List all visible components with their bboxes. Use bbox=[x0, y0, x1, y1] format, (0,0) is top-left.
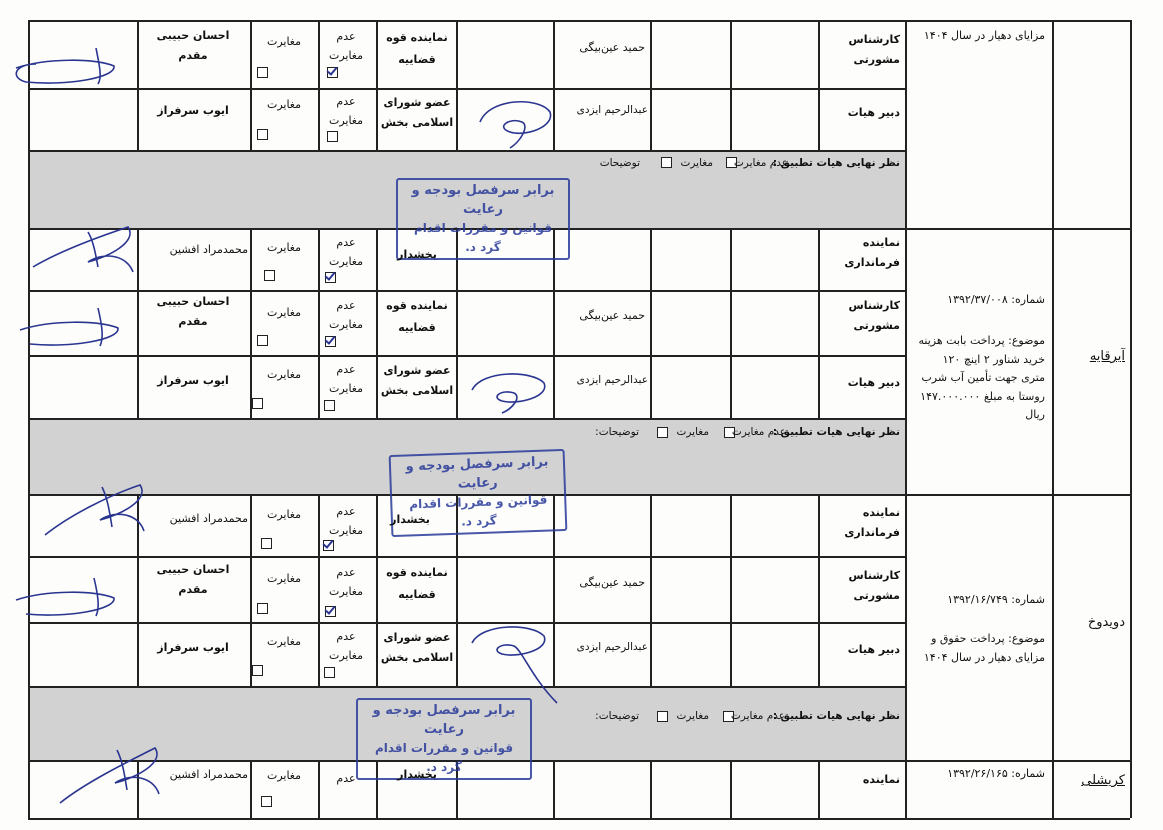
grid-line bbox=[28, 88, 905, 90]
grid-line bbox=[28, 20, 905, 22]
final-conflict-checkbox[interactable] bbox=[657, 711, 668, 722]
role-council-label: عضو شورای اسلامی بخش bbox=[380, 364, 454, 397]
option-no-conflict-label: عدم مغایرت bbox=[328, 30, 364, 62]
final-no-conflict-label: عدم مغایرت bbox=[731, 426, 786, 438]
grid-line bbox=[28, 355, 905, 357]
grid-line bbox=[905, 494, 1130, 496]
conflict-checkbox[interactable] bbox=[264, 270, 275, 281]
option-no-conflict-label: عدم مغایرت bbox=[328, 630, 364, 662]
grid-line bbox=[730, 228, 732, 418]
role-governorate-label: نماینده فرمانداری bbox=[844, 236, 900, 269]
signature-6 bbox=[40, 465, 150, 545]
conflict-checkbox[interactable] bbox=[252, 398, 263, 409]
no-conflict-checkbox[interactable] bbox=[325, 272, 336, 283]
role-judiciary-label: نماینده قوه قضاییه bbox=[386, 31, 448, 66]
grid-line bbox=[28, 556, 905, 558]
page-footer-edge bbox=[0, 818, 1163, 830]
grid-line bbox=[28, 418, 905, 420]
conflict-checkbox[interactable] bbox=[257, 335, 268, 346]
option-conflict-label: مغایرت bbox=[266, 368, 302, 381]
option-no-conflict-label: عدم مغایرت bbox=[328, 505, 364, 537]
member-name: احسان حبیبی مقدم bbox=[156, 295, 230, 328]
approval-stamp: برابر سرفصل بودجه و رعایت قوانین و مقررات اقدام گرد د. bbox=[356, 698, 532, 780]
final-conflict-label: مغایرت bbox=[680, 157, 713, 169]
no-conflict-checkbox[interactable] bbox=[325, 606, 336, 617]
signature-8 bbox=[462, 618, 572, 708]
final-decision-label: نظر نهایی هیات تطبیق : bbox=[772, 157, 900, 169]
approval-stamp: برابر سرفصل بودجه و رعایت قوانین و مقررات اقدام گرد د. bbox=[396, 178, 570, 260]
grid-line bbox=[1052, 20, 1054, 818]
role-council-label: عضو شورای اسلامی بخش bbox=[380, 96, 454, 129]
member-name: محمدمراد افشین bbox=[169, 512, 248, 525]
option-no-conflict-label: عدم مغایرت bbox=[328, 566, 364, 598]
member-name: حمید عین‌بیگی bbox=[579, 41, 645, 54]
conflict-checkbox[interactable] bbox=[257, 603, 268, 614]
village-name: دویدوخ bbox=[1087, 615, 1125, 630]
village-name: کریشلی bbox=[1081, 773, 1125, 788]
member-name: محمدمراد افشین bbox=[169, 768, 248, 781]
final-conflict-checkbox[interactable] bbox=[661, 157, 672, 168]
no-conflict-checkbox[interactable] bbox=[327, 67, 338, 78]
grid-line bbox=[905, 760, 1130, 762]
case-number: شماره: ۱۳۹۲/۱۶/۷۴۹ bbox=[947, 593, 1045, 606]
grid-line bbox=[318, 760, 320, 818]
grid-line bbox=[650, 760, 652, 818]
grid-line bbox=[28, 418, 30, 494]
member-name: ایوب سرفراز bbox=[157, 641, 229, 654]
role-consultant-label: کارشناس مشورتی bbox=[848, 569, 900, 602]
grid-line bbox=[28, 150, 905, 152]
member-name: عبدالرحیم ایزدی bbox=[576, 374, 648, 386]
signature-9 bbox=[55, 718, 165, 813]
role-representative-label: نماینده bbox=[862, 773, 900, 786]
role-district-governor-label: بخشدار bbox=[397, 768, 437, 781]
no-conflict-checkbox[interactable] bbox=[327, 131, 338, 142]
conflict-checkbox[interactable] bbox=[252, 665, 263, 676]
notes-label: توضیحات: bbox=[595, 710, 639, 722]
conflict-checkbox[interactable] bbox=[257, 129, 268, 140]
role-district-governor-label: بخشدار bbox=[390, 513, 430, 526]
grid-line bbox=[730, 494, 732, 686]
member-name: احسان حبیبی مقدم bbox=[156, 29, 230, 62]
grid-line bbox=[650, 494, 652, 686]
grid-line bbox=[905, 20, 907, 818]
signature-4 bbox=[10, 300, 130, 350]
grid-line bbox=[28, 686, 30, 760]
conflict-checkbox[interactable] bbox=[257, 67, 268, 78]
member-name: محمدمراد افشین bbox=[169, 243, 248, 256]
role-consultant-label: کارشناس مشورتی bbox=[848, 299, 900, 332]
member-name: ایوب سرفراز bbox=[157, 104, 229, 117]
option-no-conflict-label: عدم bbox=[336, 772, 356, 785]
option-no-conflict-label: عدم مغایرت bbox=[328, 299, 364, 331]
role-secretary-label: دبیر هیات bbox=[847, 376, 900, 389]
case-number: شماره: ۱۳۹۲/۳۷/۰۰۸ bbox=[947, 293, 1045, 306]
option-conflict-label: مغایرت bbox=[266, 306, 302, 319]
final-no-conflict-label: عدم مغایرت bbox=[733, 157, 788, 169]
approval-stamp: برابر سرفصل بودجه و رعایت قوانین و مقررات اقدام گرد د. bbox=[389, 449, 568, 537]
role-secretary-label: دبیر هیات bbox=[847, 643, 900, 656]
member-name: احسان حبیبی مقدم bbox=[156, 563, 230, 596]
notes-label: توضیحات: bbox=[595, 426, 639, 438]
member-name: حمید عین‌بیگی bbox=[579, 309, 645, 322]
role-council-label: عضو شورای اسلامی بخش bbox=[380, 631, 454, 664]
role-governorate-label: نماینده فرمانداری bbox=[844, 506, 900, 539]
signature-7 bbox=[6, 570, 126, 620]
no-conflict-checkbox[interactable] bbox=[325, 336, 336, 347]
conflict-checkbox[interactable] bbox=[261, 796, 272, 807]
signature-1 bbox=[6, 38, 126, 88]
member-name: ایوب سرفراز bbox=[157, 374, 229, 387]
option-conflict-label: مغایرت bbox=[266, 572, 302, 585]
option-conflict-label: مغایرت bbox=[266, 98, 302, 111]
village-name: آیرقایه bbox=[1089, 349, 1125, 364]
final-conflict-label: مغایرت bbox=[676, 710, 709, 722]
option-no-conflict-label: عدم مغایرت bbox=[328, 363, 364, 395]
grid-line bbox=[553, 760, 555, 818]
grid-line bbox=[818, 760, 820, 818]
final-decision-label: نظر نهایی هیات تطبیق : bbox=[772, 710, 900, 722]
member-name: حمید عین‌بیگی bbox=[579, 576, 645, 589]
option-conflict-label: مغایرت bbox=[266, 241, 302, 254]
case-1-subject: مزایای دهیار در سال ۱۴۰۴ bbox=[923, 29, 1045, 42]
notes-label: توضیحات bbox=[599, 157, 640, 169]
case-number: شماره: ۱۳۹۲/۲۶/۱۶۵ bbox=[947, 767, 1045, 780]
option-conflict-label: مغایرت bbox=[266, 35, 302, 48]
conflict-checkbox[interactable] bbox=[261, 538, 272, 549]
role-secretary-label: دبیر هیات bbox=[847, 106, 900, 119]
member-name: عبدالرحیم ایزدی bbox=[576, 104, 648, 116]
grid-line bbox=[730, 760, 732, 818]
case-subject: موضوع: پرداخت بابت هزینه خرید شناور ۲ اینچ ۱۲۰ متری جهت تأمین آب شرب روستا به مبلغ ۱۴۷.۰۰۰.۰۰۰ ریال bbox=[918, 334, 1045, 421]
no-conflict-checkbox[interactable] bbox=[324, 400, 335, 411]
option-conflict-label: مغایرت bbox=[266, 769, 302, 782]
role-consultant-label: کارشناس مشورتی bbox=[848, 33, 900, 66]
grid-line bbox=[905, 20, 1130, 22]
final-conflict-checkbox[interactable] bbox=[657, 427, 668, 438]
final-conflict-label: مغایرت bbox=[676, 426, 709, 438]
option-no-conflict-label: عدم مغایرت bbox=[328, 95, 364, 127]
grid-line bbox=[650, 228, 652, 418]
no-conflict-checkbox[interactable] bbox=[323, 540, 334, 551]
grid-line bbox=[1130, 20, 1132, 818]
case-subject: موضوع: پرداخت حقوق و مزایای دهیار در سال ۱۴۰۴ bbox=[923, 632, 1045, 664]
option-no-conflict-label: عدم مغایرت bbox=[328, 236, 364, 268]
role-district-governor-label: بخشدار bbox=[397, 248, 437, 261]
signature-3 bbox=[28, 212, 143, 280]
option-conflict-label: مغایرت bbox=[266, 635, 302, 648]
option-conflict-label: مغایرت bbox=[266, 508, 302, 521]
grid-line bbox=[905, 228, 1130, 230]
role-judiciary-label: نماینده قوه قضاییه bbox=[386, 566, 448, 601]
grid-line bbox=[650, 20, 652, 150]
role-judiciary-label: نماینده قوه قضاییه bbox=[386, 299, 448, 334]
grid-line bbox=[730, 20, 732, 150]
signature-5 bbox=[462, 365, 557, 417]
signature-2 bbox=[470, 92, 560, 154]
grid-line bbox=[28, 760, 30, 818]
grid-line bbox=[250, 494, 252, 686]
final-no-conflict-label: عدم مغایرت bbox=[730, 710, 785, 722]
grid-line bbox=[250, 228, 252, 418]
final-decision-label: نظر نهایی هیات تطبیق : bbox=[772, 426, 900, 438]
no-conflict-checkbox[interactable] bbox=[324, 667, 335, 678]
member-name: عبدالرحیم ایزدی bbox=[576, 641, 648, 653]
